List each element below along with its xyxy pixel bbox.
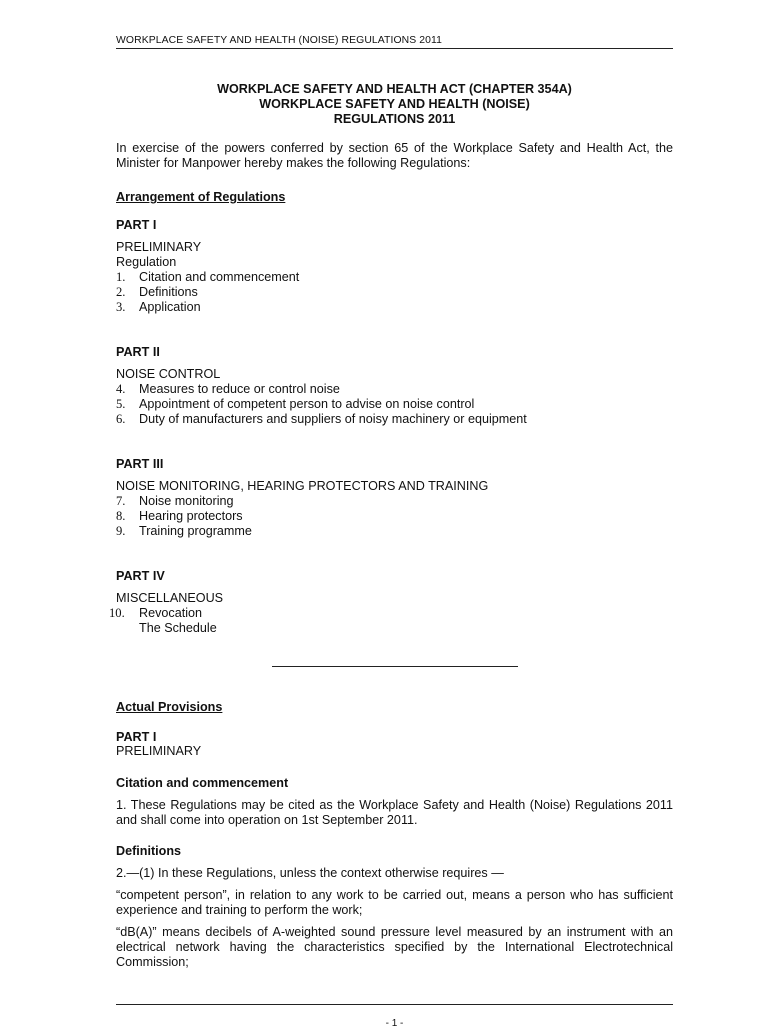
definition-dba: “dB(A)” means decibels of A-weighted sound pressure level measured by an instrument with an electrical network having the characteristics specified by the International Electrotechnical Commission; — [116, 925, 673, 969]
definitions-intro: 2.—(1) In these Regulations, unless the context otherwise requires — — [116, 866, 504, 880]
toc-item — [116, 285, 673, 300]
toc-list — [116, 494, 673, 539]
toc-list — [116, 382, 673, 427]
toc-item-text: Noise monitoring — [139, 494, 234, 508]
footer-rule — [116, 1004, 673, 1005]
toc-item-number: 6. — [116, 412, 126, 426]
arrangement-heading: Arrangement of Regulations — [116, 190, 286, 204]
toc-item-text: Citation and commencement — [139, 270, 300, 284]
running-header: WORKPLACE SAFETY AND HEALTH (NOISE) REGULATIONS 2011 — [116, 35, 673, 49]
toc-part-title: PART I — [116, 218, 157, 232]
citation-paragraph: 1. These Regulations may be cited as the Workplace Safety and Health (Noise) Regulations 2011 and shall come into operation on 1st September 2011. — [116, 798, 673, 827]
toc-part-subtitle: PRELIMINARY — [116, 240, 202, 254]
provisions-heading: Actual Provisions — [116, 700, 223, 714]
intro-paragraph: In exercise of the powers conferred by section 65 of the Workplace Safety and Health Act, the Minister for Manpower hereby makes the following Regulations: — [116, 141, 673, 170]
toc-item-text: Training programme — [139, 524, 252, 538]
toc-item — [116, 412, 673, 427]
toc-part-title: PART III — [116, 457, 164, 471]
definition-competent-person: “competent person”, in relation to any work to be carried out, means a person who has sufficient experience and training to perform the work; — [116, 888, 673, 917]
toc-list — [109, 606, 673, 636]
toc-item-number: 5. — [116, 397, 126, 411]
page-number: - 1 - — [385, 1018, 404, 1029]
toc-item-number: 7. — [116, 494, 126, 508]
toc-item-text: The Schedule — [139, 621, 217, 635]
document-page — [109, 0, 673, 1029]
toc-item-number: 2. — [116, 285, 126, 299]
toc-item-number: 3. — [116, 300, 126, 314]
toc-item — [116, 494, 673, 509]
toc-item-text: Appointment of competent person to advise on noise control — [139, 397, 475, 411]
toc-part-title: PART II — [116, 345, 160, 359]
section-divider — [272, 666, 518, 667]
toc-part-subtitle: MISCELLANEOUS — [116, 591, 224, 605]
regulation-label: Regulation — [116, 255, 177, 269]
toc-item — [116, 621, 673, 636]
toc-item-number: 9. — [116, 524, 126, 538]
toc-item-text: Revocation — [139, 606, 203, 620]
title-line-3: REGULATIONS 2011 — [333, 112, 456, 126]
toc-item-number: 10. — [109, 606, 125, 620]
provisions-part-subtitle: PRELIMINARY — [116, 744, 202, 758]
toc-item-text: Application — [139, 300, 201, 314]
title-line-2: WORKPLACE SAFETY AND HEALTH (NOISE) — [259, 97, 530, 111]
toc-item — [116, 397, 673, 412]
toc-item — [116, 270, 673, 285]
toc-part-subtitle: NOISE MONITORING, HEARING PROTECTORS AND TRAINING — [116, 479, 489, 493]
citation-heading: Citation and commencement — [116, 776, 289, 790]
toc-part-subtitle: NOISE CONTROL — [116, 367, 221, 381]
toc-item — [109, 606, 673, 621]
toc-item — [116, 524, 673, 539]
toc-item-number: 4. — [116, 382, 126, 396]
toc-item-number: 1. — [116, 270, 126, 284]
provisions-part-title: PART I — [116, 730, 157, 744]
toc-item-number: 8. — [116, 509, 126, 523]
toc-item — [116, 509, 673, 524]
toc-item-text: Duty of manufacturers and suppliers of noisy machinery or equipment — [139, 412, 527, 426]
document-title — [116, 82, 673, 127]
toc-list — [116, 270, 673, 315]
toc-item-text: Hearing protectors — [139, 509, 243, 523]
toc-item-text: Definitions — [139, 285, 198, 299]
toc-item — [116, 382, 673, 397]
toc-item-text: Measures to reduce or control noise — [139, 382, 340, 396]
toc-item — [116, 300, 673, 315]
definitions-heading: Definitions — [116, 844, 182, 858]
toc-part-title: PART IV — [116, 569, 165, 583]
title-line-1: WORKPLACE SAFETY AND HEALTH ACT (CHAPTER 354A) — [217, 82, 572, 96]
